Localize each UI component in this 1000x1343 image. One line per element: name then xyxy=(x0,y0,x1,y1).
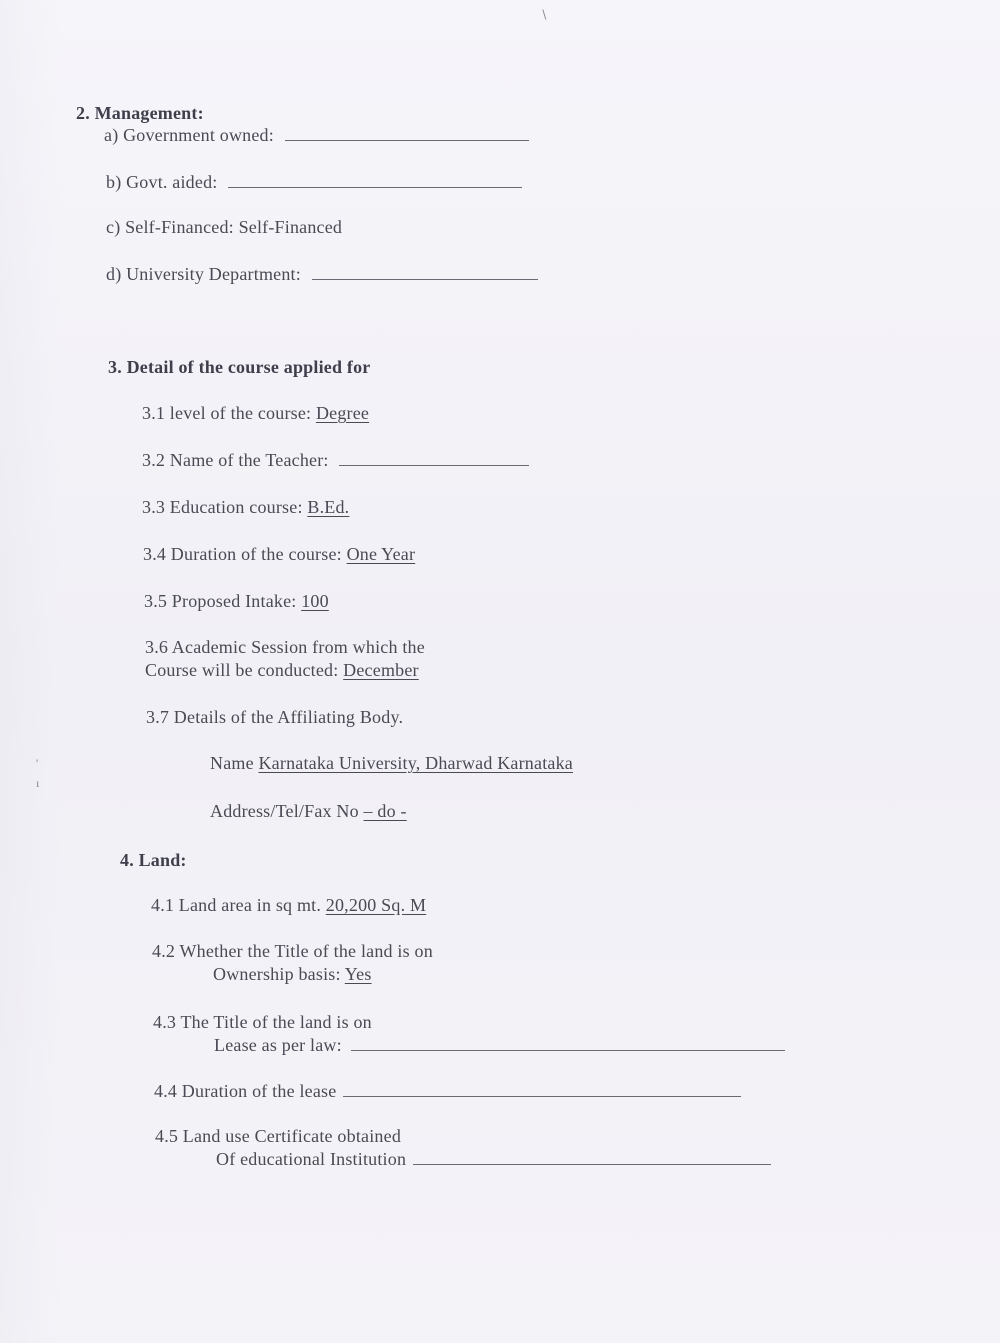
teacher-name-blank xyxy=(339,451,529,466)
lease-duration-label: 4.4 Duration of the lease xyxy=(154,1081,337,1101)
academic-session-row xyxy=(145,659,419,681)
management-heading: 2. Management: xyxy=(76,103,204,123)
affiliating-address-value: – do - xyxy=(363,801,407,821)
land-title-label-1: 4.2 Whether the Title of the land is on xyxy=(152,941,433,961)
land-title-row xyxy=(213,963,372,985)
land-area-label: 4.1 Land area in sq mt. xyxy=(151,895,322,915)
proposed-intake-row xyxy=(144,590,329,612)
land-heading: 4. Land: xyxy=(120,850,187,870)
government-owned-blank xyxy=(285,126,529,141)
land-title-value: Yes xyxy=(344,964,372,984)
margin-mark: ı xyxy=(36,776,40,790)
affiliating-name-row xyxy=(210,752,573,774)
university-department-row xyxy=(106,263,538,285)
government-owned-row xyxy=(104,124,529,146)
academic-session-label-2: Course will be conducted: xyxy=(145,660,339,680)
academic-session-value: December xyxy=(343,660,419,680)
affiliating-name-value: Karnataka University, Dharwad Karnataka xyxy=(258,753,573,773)
govt-aided-label: b) Govt. aided: xyxy=(106,172,218,192)
course-level-row xyxy=(142,402,369,424)
land-certificate-row xyxy=(216,1148,771,1170)
teacher-name-label: 3.2 Name of the Teacher: xyxy=(142,450,329,470)
affiliating-body-label: 3.7 Details of the Affiliating Body. xyxy=(146,707,404,727)
lease-duration-blank xyxy=(343,1082,741,1097)
education-course-row xyxy=(142,496,349,518)
course-duration-label: 3.4 Duration of the course: xyxy=(143,544,342,564)
land-area-row xyxy=(151,894,426,916)
course-duration-value: One Year xyxy=(346,544,416,564)
govt-aided-blank xyxy=(228,173,522,188)
education-course-value: B.Ed. xyxy=(307,497,350,517)
university-department-label: d) University Department: xyxy=(106,264,301,284)
self-financed-row xyxy=(106,216,342,238)
lease-duration-row xyxy=(154,1080,741,1102)
land-certificate-label-2: Of educational Institution xyxy=(216,1149,407,1169)
university-department-blank xyxy=(312,265,538,280)
course-level-label: 3.1 level of the course: xyxy=(142,403,312,423)
course-level-value: Degree xyxy=(315,403,370,423)
proposed-intake-label: 3.5 Proposed Intake: xyxy=(144,591,297,611)
land-lease-label-2: Lease as per law: xyxy=(214,1035,342,1055)
course-heading: 3. Detail of the course applied for xyxy=(108,357,371,377)
affiliating-address-label: Address/Tel/Fax No xyxy=(210,801,359,821)
self-financed-value: Self-Financed xyxy=(238,217,343,237)
land-area-value: 20,200 Sq. M xyxy=(325,895,427,915)
margin-mark: ' xyxy=(36,756,39,770)
proposed-intake-value: 100 xyxy=(301,591,329,611)
affiliating-name-label: Name xyxy=(210,753,254,773)
academic-session-label-1: 3.6 Academic Session from which the xyxy=(145,637,425,657)
govt-aided-row xyxy=(106,171,522,193)
land-lease-row xyxy=(214,1034,785,1056)
land-title-label-2: Ownership basis: xyxy=(213,964,341,984)
land-lease-label-1: 4.3 The Title of the land is on xyxy=(153,1012,372,1032)
teacher-name-row xyxy=(142,449,529,471)
land-certificate-blank xyxy=(413,1150,771,1165)
land-lease-blank xyxy=(351,1036,785,1051)
affiliating-address-row xyxy=(210,800,407,822)
government-owned-label: a) Government owned: xyxy=(104,125,274,145)
scan-mark: ∖ xyxy=(540,8,548,22)
course-duration-row xyxy=(143,543,415,565)
land-certificate-label-1: 4.5 Land use Certificate obtained xyxy=(155,1126,402,1146)
self-financed-label: c) Self-Financed: xyxy=(106,217,234,237)
education-course-label: 3.3 Education course: xyxy=(142,497,303,517)
